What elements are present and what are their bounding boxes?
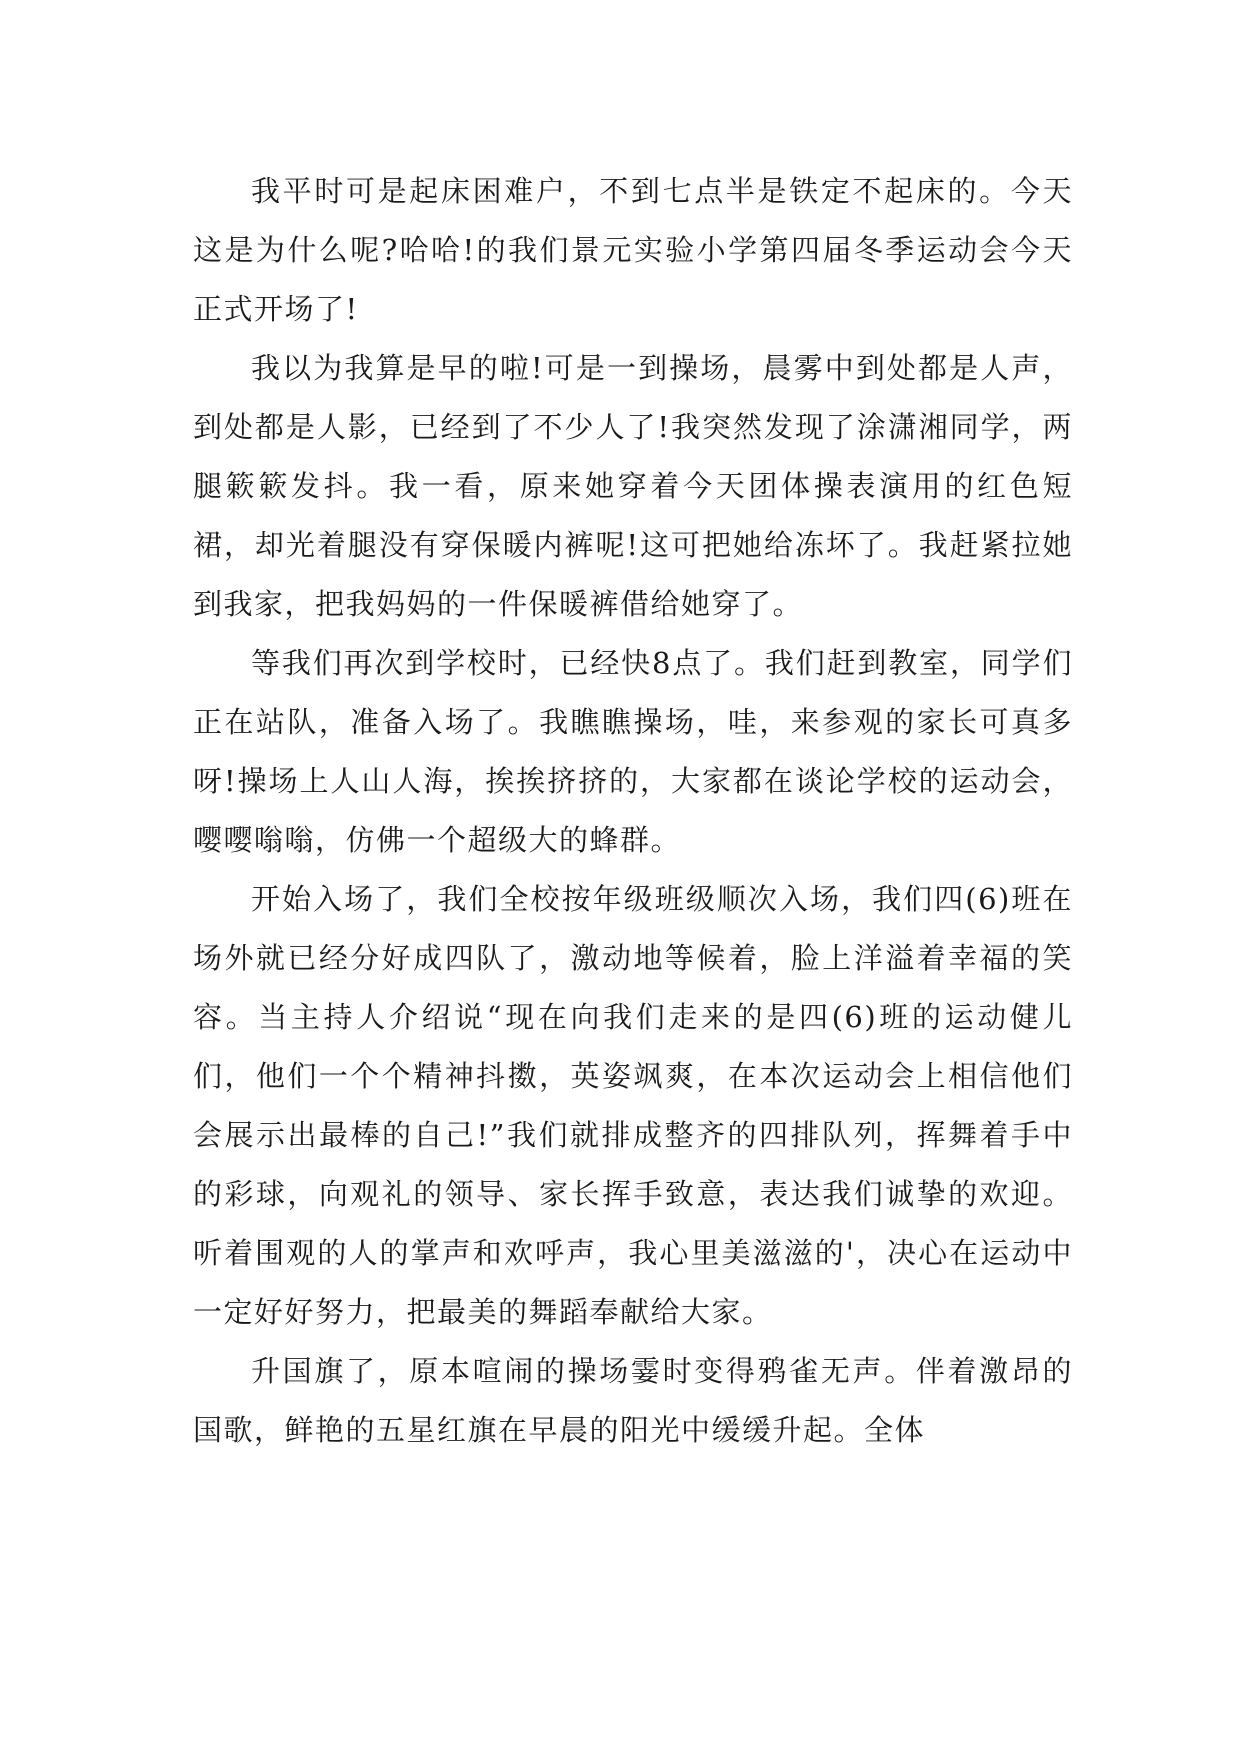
paragraph-4: 开始入场了，我们全校按年级班级顺次入场，我们四(6)班在场外就已经分好成四队了，激动地等候着，脸上洋溢着幸福的笑容。当主持人介绍说“现在向我们走来的是四(6)班的运动健儿们，他们一个个精神抖擞，英姿飒爽，在本次运动会上相信他们会展示出最棒的自己!”我们就排成整齐的四排队列，挥舞着手中的彩球，向观礼的领导、家长挥手致意，表达我们诚挚的欢迎。听着围观的人的掌声和欢呼声，我心里美滋滋的'，决心在运动中一定好好努力，把最美的舞蹈奉献给大家。 [193,882,1073,1329]
paragraph-5: 升国旗了，原本喧闹的操场霎时变得鸦雀无声。伴着激昂的国歌，鲜艳的五星红旗在早晨的阳光中缓缓升起。全体 [193,1354,1073,1447]
document-body [193,162,1073,1460]
paragraph-1: 我平时可是起床困难户，不到七点半是铁定不起床的。今天这是为什么呢?哈哈!的我们景元实验小学第四届冬季运动会今天正式开场了! [193,174,1073,326]
paragraph-3: 等我们再次到学校时，已经快8点了。我们赶到教室，同学们正在站队，准备入场了。我瞧瞧操场，哇，来参观的家长可真多呀!操场上人山人海，挨挨挤挤的，大家都在谈论学校的运动会，嘤嘤嗡嗡，仿佛一个超级大的蜂群。 [193,646,1073,857]
paragraph-2: 我以为我算是早的啦!可是一到操场，晨雾中到处都是人声，到处都是人影，已经到了不少人了!我突然发现了涂潇湘同学，两腿簌簌发抖。我一看，原来她穿着今天团体操表演用的红色短裙，却光着腿没有穿保暖内裤呢!这可把她给冻坏了。我赶紧拉她到我家，把我妈妈的一件保暖裤借给她穿了。 [193,351,1073,621]
